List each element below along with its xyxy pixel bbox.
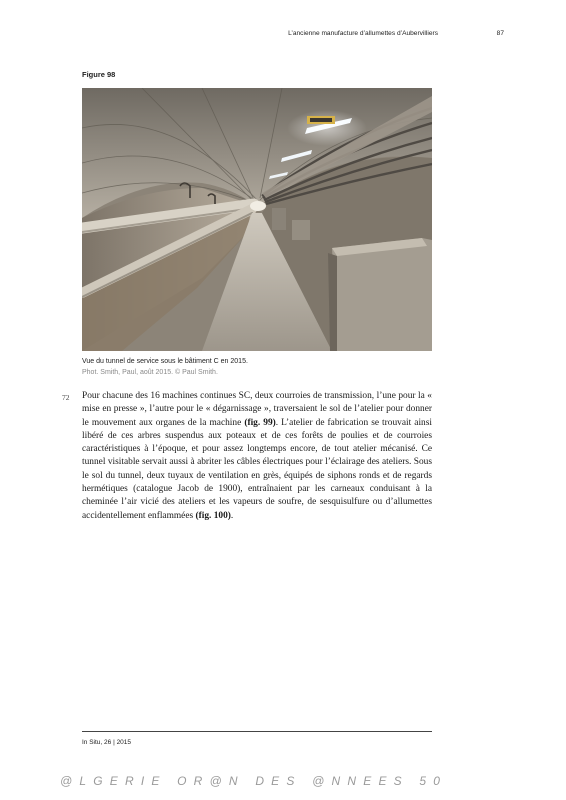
figure-label: Figure 98 [82,70,116,79]
page-number: 87 [496,30,504,37]
body-segment: . L’atelier de fabrication se trouvait ainsi libéré de ces arbres suspendus aux poteaux et de ces forêts de poulies et de courroies caractéristiques à l’époque, et pour assez longtemps encore, de tout atelier mécanisé. Ce tunnel visitable servait aussi à abriter les câbles électriques pour l’éclairage des ateliers. Sous le sol du tunnel, deux tuyaux de ventilation en grès, équipés de siphons ronds et de regards hermétiques (catalogue Jacob de 1900), entraînaient par les carneaux conduisant à la cheminée l’air vicié des ateliers et les vapeurs de soufre, de sesquisulfure ou d’allumettes accidentellement enflammées [82,417,432,521]
body-segment: . [230,510,234,521]
footer-citation: In Situ, 26 | 2015 [82,739,132,746]
figure-caption: Vue du tunnel de service sous le bâtiment C en 2015. [82,358,248,365]
figure-reference[interactable]: (fig. 100) [195,510,231,521]
paragraph-number: 72 [62,393,70,402]
body-segment: Pour chacune des 16 machines continues SC, deux courroies de transmission, l’une pour la « mise en presse », l’autre pour le « dégarnissage », traversaient le sol de l’atelier pour donner le mouvement aux organes de la machine [82,391,432,428]
watermark: @LGERIE OR@N DES @NNEES 50 [60,774,448,788]
figure-reference[interactable]: (fig. 99) [244,417,276,428]
body-paragraph [82,390,432,523]
figure-credit: Phot. Smith, Paul, août 2015. © Paul Smith. [82,369,218,376]
footer-rule [82,731,432,732]
running-title: L’ancienne manufacture d’allumettes d’Aubervilliers [288,30,438,37]
tunnel-photo [82,88,432,351]
